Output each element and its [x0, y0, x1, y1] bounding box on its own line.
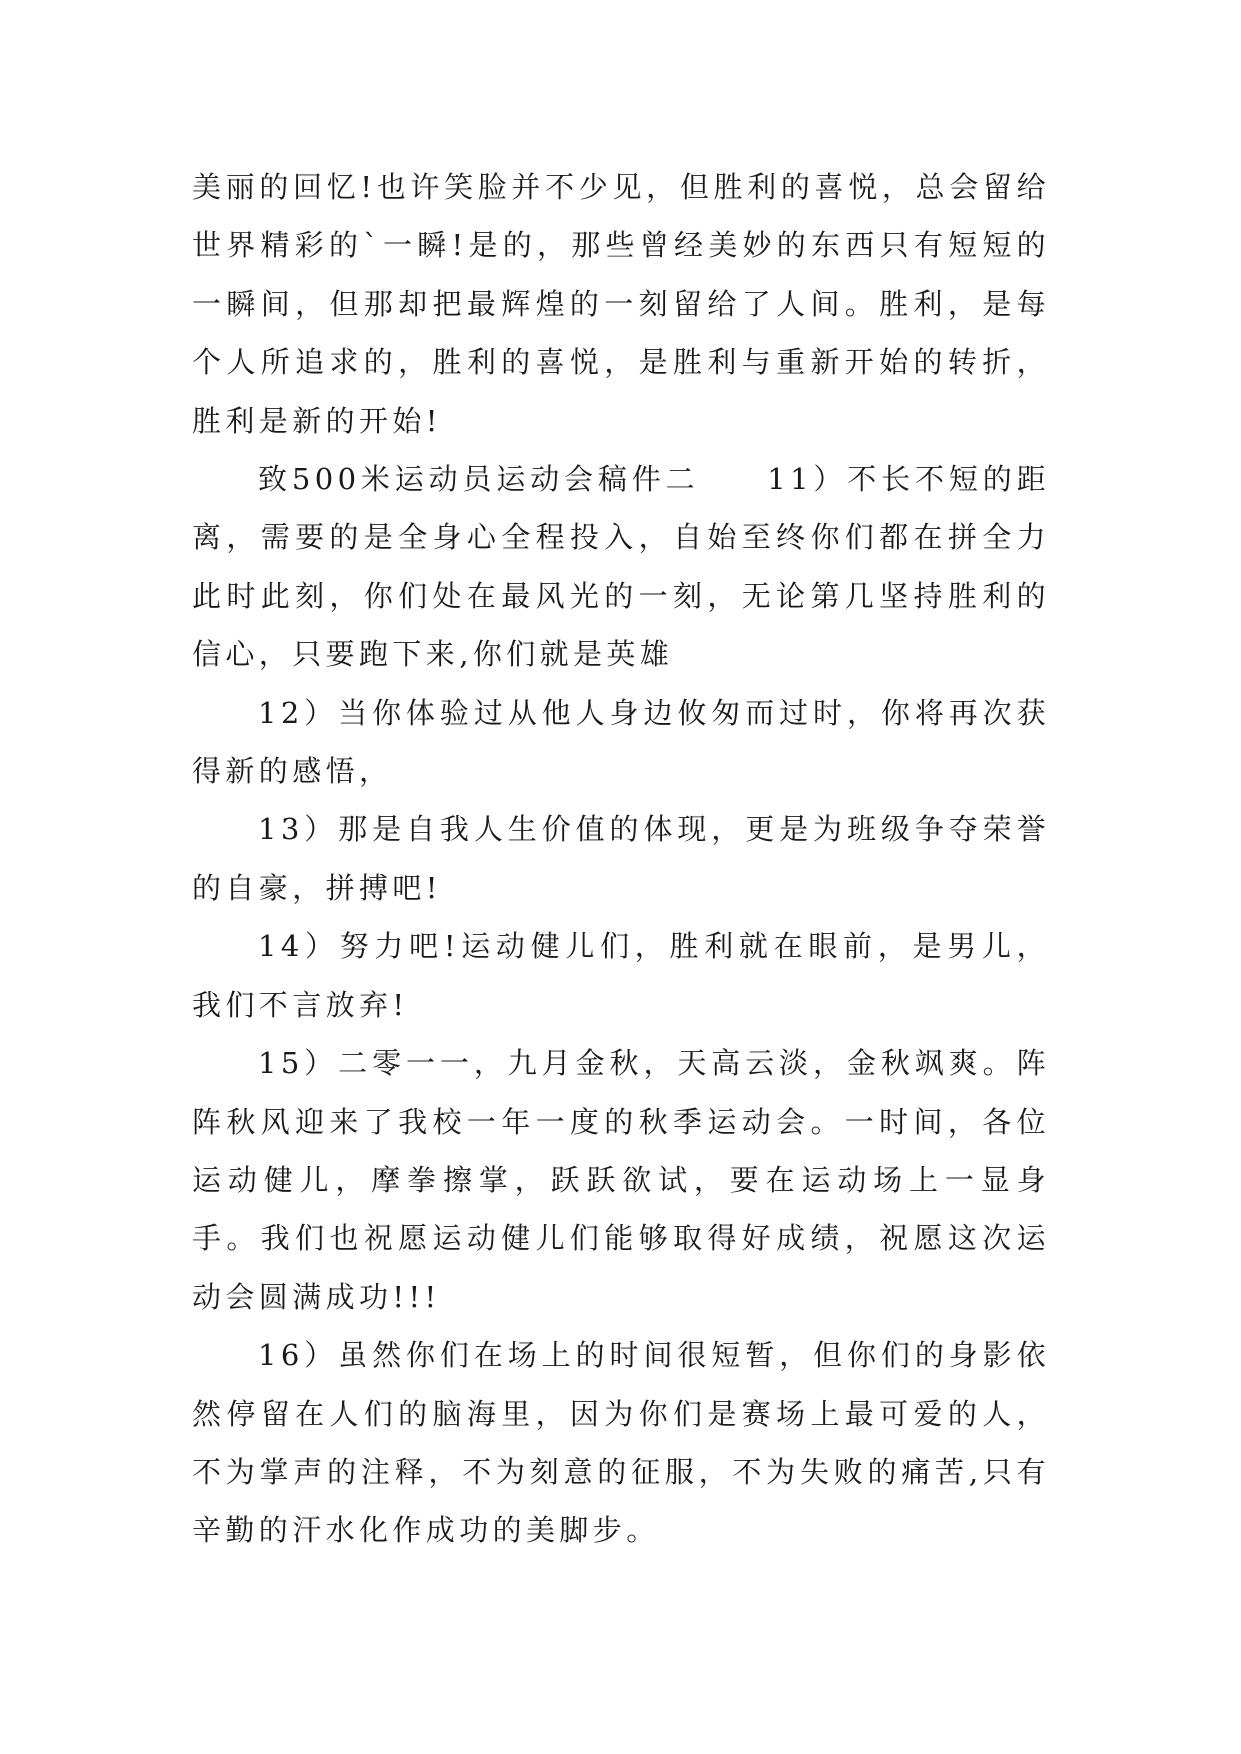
paragraph-victory-memory: 美丽的回忆!也许笑脸并不少见，但胜利的喜悦，总会留给世界精彩的`一瞬!是的，那些曾经美妙的东西只有短短的一瞬间，但那却把最辉煌的一刻留给了人间。胜利，是每个人所追求的，胜利的喜悦，是胜利与重新开始的转折，胜利是新的开始!	[192, 170, 1050, 438]
paragraph-item-16: 16）虽然你们在场上的时间很短暂，但你们的身影依然停留在人们的脑海里，因为你们是赛场上最可爱的人，不为掌声的注释，不为刻意的征服，不为失败的痛苦,只有辛勤的汗水化作成功的美脚步。	[192, 1338, 1050, 1548]
paragraph-item-15: 15）二零一一，九月金秋，天高云淡，金秋飒爽。阵阵秋风迎来了我校一年一度的秋季运动会。一时间，各位运动健儿，摩拳擦掌，跃跃欲试，要在运动场上一显身手。我们也祝愿运动健儿们能够取得好成绩，祝愿这次运动会圆满成功!!!	[192, 1046, 1050, 1314]
paragraph-item-14: 14）努力吧!运动健儿们，胜利就在眼前，是男儿，我们不言放弃!	[192, 929, 1050, 1022]
paragraph-item-12: 12）当你体验过从他人身边攸匆而过时，你将再次获得新的感悟，	[192, 695, 1050, 789]
paragraph-500m-item-11: 致500米运动员运动会稿件二 11）不长不短的距离，需要的是全身心全程投入，自始至终你们都在拼全力此时此刻，你们处在最风光的一刻，无论第几坚持胜利的信心，只要跑下来,你们就是英雄	[192, 462, 1050, 672]
document-body	[192, 158, 1050, 1560]
paragraph-item-13: 13）那是自我人生价值的体现，更是为班级争夺荣誉的自豪，拼搏吧!	[192, 812, 1050, 905]
